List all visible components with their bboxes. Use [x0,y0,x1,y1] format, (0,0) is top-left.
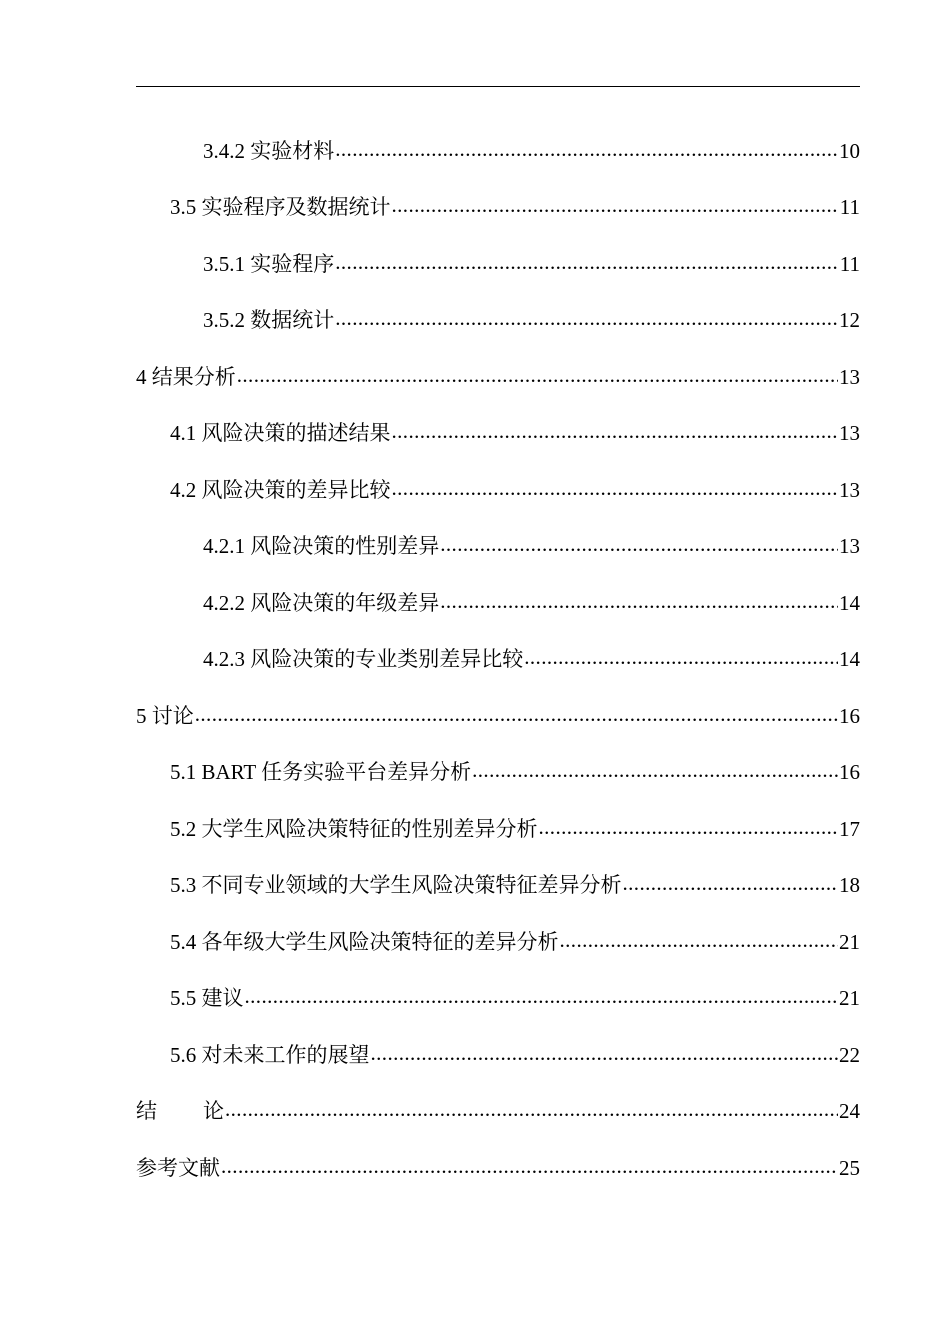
toc-entry[interactable] [136,349,860,406]
toc-entry-page: 16 [839,760,860,785]
toc-entry-title: 5.2 大学生风险决策特征的性别差异分析 [170,816,538,841]
toc-leader-dots [237,367,838,388]
toc-entry[interactable] [136,575,860,632]
toc-leader-dots [221,1158,838,1179]
toc-leader-dots [245,988,839,1009]
toc-entry-page: 13 [839,477,860,502]
toc-entry-page: 17 [839,816,860,841]
toc-entry-page: 24 [839,1099,860,1124]
toc-entry-title: 3.5.1 实验程序 [203,251,335,276]
toc-entry[interactable] [136,1027,860,1084]
toc-entry-title: 4 结果分析 [136,364,236,389]
toc-entry-page: 14 [839,647,860,672]
toc-entry-title: 5.3 不同专业领域的大学生风险决策特征差异分析 [170,873,622,898]
toc-entry[interactable] [136,688,860,745]
toc-entry-page: 21 [839,929,860,954]
toc-entry[interactable] [136,406,860,463]
toc-leader-dots [335,141,838,162]
toc-entry[interactable] [136,236,860,293]
toc-leader-dots [392,197,839,218]
toc-entry-title: 4.2.3 风险决策的专业类别差异比较 [203,647,524,672]
toc-entry[interactable] [136,914,860,971]
toc-entry-title: 5.6 对未来工作的展望 [170,1042,370,1067]
toc-entry-title: 3.4.2 实验材料 [203,138,335,163]
toc-entry[interactable] [136,180,860,237]
toc-entry-title: 4.2.1 风险决策的性别差异 [203,534,440,559]
toc-entry-title: 4.1 风险决策的描述结果 [170,421,391,446]
toc-entry-conclusion[interactable] [136,1084,860,1141]
toc-entry-page: 22 [839,1042,860,1067]
toc-leader-dots [539,819,839,840]
toc-entry-page: 10 [839,138,860,163]
toc-leader-dots [392,423,839,444]
toc-leader-dots [392,480,839,501]
toc-leader-dots [440,593,838,614]
toc-entry-title: 3.5.2 数据统计 [203,308,335,333]
toc-leader-dots [335,310,838,331]
toc-entry-title: 参考文献 [136,1155,220,1180]
toc-entry[interactable] [136,858,860,915]
toc-entry-page: 25 [839,1155,860,1180]
toc-leader-dots [225,1101,838,1122]
toc-title-part-1: 结 [136,1099,157,1124]
toc-entry-title: 4.2 风险决策的差异比较 [170,477,391,502]
toc-entry-page: 21 [839,986,860,1011]
toc-entry[interactable] [136,971,860,1028]
toc-leader-dots [623,875,839,896]
toc-leader-dots [335,254,839,275]
toc-entry-title: 5.1 BART 任务实验平台差异分析 [170,760,472,785]
toc-entry[interactable] [136,632,860,689]
toc-entry-page: 14 [839,590,860,615]
toc-entry-page: 11 [839,251,860,276]
toc-entry-title: 5.4 各年级大学生风险决策特征的差异分析 [170,929,559,954]
toc-entry-page: 13 [839,421,860,446]
toc-leader-dots [524,649,838,670]
toc-leader-dots [195,706,838,727]
toc-entry[interactable] [136,745,860,802]
toc-entry-title [136,1101,224,1122]
toc-entry[interactable] [136,519,860,576]
toc-entry-page: 16 [839,703,860,728]
toc-entry-title: 3.5 实验程序及数据统计 [170,195,391,220]
toc-entry-page: 18 [839,873,860,898]
toc-entry-title: 4.2.2 风险决策的年级差异 [203,590,440,615]
toc-entry-page: 13 [839,364,860,389]
toc-title-part-2: 论 [203,1099,224,1124]
toc-leader-dots [560,932,839,953]
header-rule [136,86,860,87]
toc-entry-title: 5 讨论 [136,703,194,728]
toc-leader-dots [472,762,838,783]
toc-leader-dots [371,1045,839,1066]
toc-entry[interactable] [136,801,860,858]
table-of-contents [136,123,860,1197]
toc-entry[interactable] [136,123,860,180]
toc-entry[interactable] [136,293,860,350]
toc-entry-page: 11 [839,195,860,220]
toc-entry[interactable] [136,1140,860,1197]
toc-entry-page: 13 [839,534,860,559]
toc-entry[interactable] [136,462,860,519]
toc-leader-dots [440,536,838,557]
toc-entry-title: 5.5 建议 [170,986,244,1011]
toc-entry-page: 12 [839,308,860,333]
